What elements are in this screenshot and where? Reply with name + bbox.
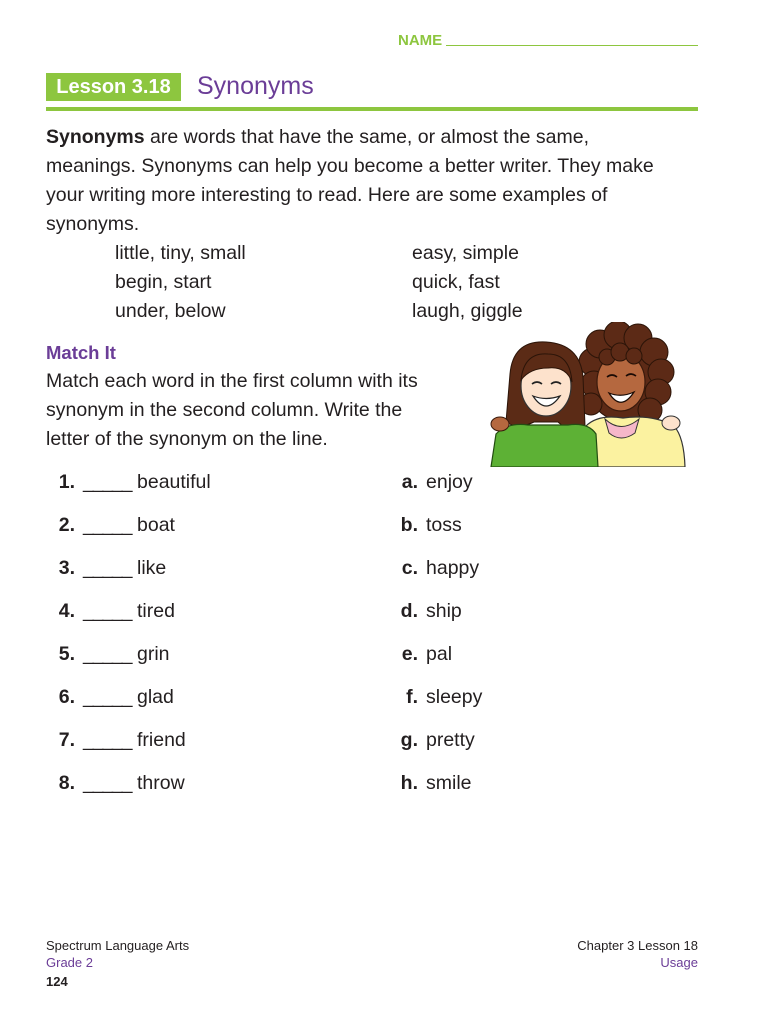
- footer-grade: Grade 2: [46, 955, 93, 970]
- footer-chapter: Chapter 3 Lesson 18: [577, 938, 698, 953]
- footer-page-number: 124: [46, 974, 68, 989]
- left-girl-hand: [662, 416, 680, 430]
- choice-word: sleepy: [426, 686, 483, 708]
- item-word: tired: [137, 600, 175, 622]
- choice-word: ship: [426, 600, 462, 622]
- right-girl-hand: [491, 417, 509, 431]
- instruction-line: synonym in the second column. Write the: [46, 399, 403, 421]
- answer-blank: _____: [83, 729, 132, 751]
- choice-word: happy: [426, 557, 480, 579]
- item-word: grin: [137, 643, 170, 665]
- example-pair: laugh, giggle: [412, 300, 523, 322]
- item-number: 4.: [58, 600, 75, 622]
- answer-blank: _____: [83, 557, 132, 579]
- choice-letter: h.: [400, 772, 418, 794]
- match-row: [0, 547, 768, 590]
- choice-letter: d.: [400, 600, 418, 622]
- intro-term: Synonyms: [46, 126, 145, 148]
- item-number: 2.: [58, 514, 75, 536]
- footer-section: Usage: [660, 955, 698, 970]
- choice-letter: e.: [401, 643, 418, 665]
- choice-letter: f.: [406, 686, 418, 708]
- examples-right-column: [412, 239, 523, 326]
- match-row: [0, 719, 768, 762]
- item-number: 1.: [58, 471, 75, 493]
- answer-blank: _____: [83, 772, 132, 794]
- examples-left-column: [115, 239, 246, 326]
- match-row: [0, 461, 768, 504]
- instruction-line: letter of the synonym on the line.: [46, 428, 328, 450]
- name-line: [446, 45, 698, 46]
- two-friends-illustration: [488, 322, 688, 467]
- intro-line: [46, 123, 654, 152]
- answer-blank: _____: [83, 643, 132, 665]
- intro-line: meanings. Synonyms can help you become a better writer. They make: [46, 155, 654, 177]
- item-word: friend: [137, 729, 186, 751]
- choice-word: toss: [426, 514, 462, 536]
- name-label: NAME: [398, 32, 443, 49]
- intro-line-text: are words that have the same, or almost the same,: [144, 126, 590, 148]
- item-word: beautiful: [137, 471, 211, 493]
- intro-line: your writing more interesting to read. Here are some examples of: [46, 184, 608, 206]
- answer-blank: _____: [83, 514, 132, 536]
- choice-word: smile: [426, 772, 472, 794]
- answer-blank: _____: [83, 600, 132, 622]
- choice-word: pal: [426, 643, 453, 665]
- instruction-line: Match each word in the first column with its: [46, 370, 418, 392]
- match-row: [0, 633, 768, 676]
- item-number: 3.: [58, 557, 75, 579]
- item-word: glad: [137, 686, 174, 708]
- item-number: 8.: [58, 772, 75, 794]
- match-row: [0, 676, 768, 719]
- item-number: 7.: [58, 729, 75, 751]
- choice-word: pretty: [426, 729, 475, 751]
- choice-letter: c.: [401, 557, 418, 579]
- lesson-title: Synonyms: [197, 72, 314, 100]
- footer-book-title: Spectrum Language Arts: [46, 938, 190, 953]
- item-word: throw: [137, 772, 185, 794]
- match-row: [0, 590, 768, 633]
- choice-word: enjoy: [426, 471, 473, 493]
- activity-title: Match It: [46, 342, 116, 363]
- lesson-number-badge: Lesson 3.18: [46, 73, 181, 101]
- example-pair: begin, start: [115, 271, 212, 293]
- match-row: [0, 762, 768, 805]
- activity-instructions: [46, 367, 418, 454]
- item-number: 5.: [58, 643, 75, 665]
- intro-line: synonyms.: [46, 213, 140, 235]
- item-word: like: [137, 557, 167, 579]
- item-word: boat: [137, 514, 175, 536]
- intro-paragraph: [46, 123, 654, 239]
- header-rule: [46, 107, 698, 111]
- item-number: 6.: [58, 686, 75, 708]
- example-pair: little, tiny, small: [115, 242, 246, 264]
- answer-blank: _____: [83, 686, 132, 708]
- choice-letter: a.: [401, 471, 418, 493]
- choice-letter: b.: [400, 514, 418, 536]
- choice-letter: g.: [400, 729, 418, 751]
- example-pair: quick, fast: [412, 271, 500, 293]
- matching-list: [0, 461, 768, 811]
- example-pair: under, below: [115, 300, 226, 322]
- match-row: [0, 504, 768, 547]
- example-pair: easy, simple: [412, 242, 519, 264]
- answer-blank: _____: [83, 471, 132, 493]
